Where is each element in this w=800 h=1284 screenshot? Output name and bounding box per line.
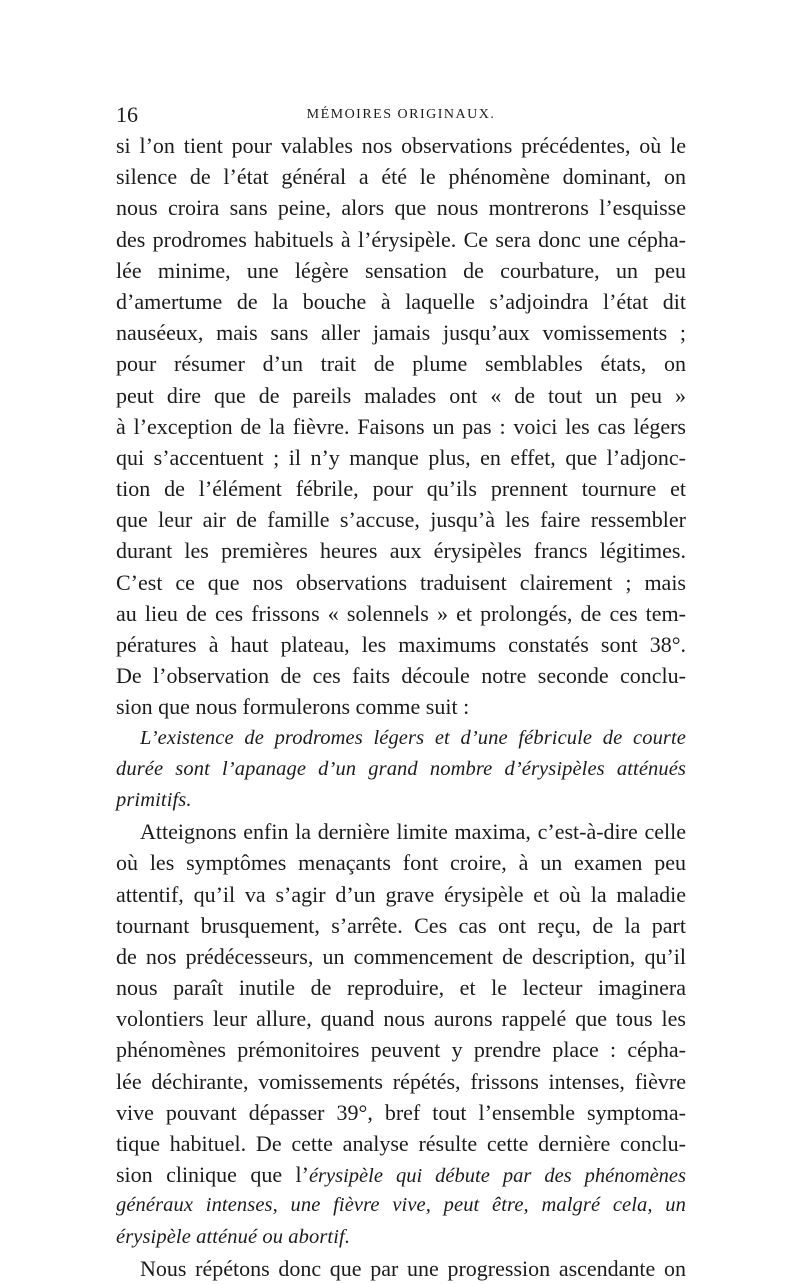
text-line: pour résumer d’un trait de plume semblables états, on — [116, 351, 686, 377]
text-line: nous paraît inutile de reproduire, et le lecteur imaginera — [116, 975, 686, 1001]
text-line: si l’on tient pour valables nos observations précédentes, où le — [116, 133, 686, 158]
italic-conclusion-line: généraux intenses, une fièvre vive, peut être, malgré cela, un — [116, 1194, 686, 1217]
text-line: volontiers leur allure, quand nous aurons rappelé que tous les — [116, 1006, 686, 1032]
italic-conclusion-line: durée sont l’apanage d’un grand nombre d’érysipèles atténués — [116, 757, 686, 780]
italic-conclusion-line: érysipèle atténué ou abortif. — [116, 1225, 351, 1248]
text-line: durant les premières heures aux érysipèles francs légitimes. — [116, 538, 686, 564]
text-line: d’amertume de la bouche à laquelle s’adjoindra l’état dit — [116, 288, 686, 314]
text-line: nauséeux, mais sans aller jamais jusqu’aux vomissements ; — [116, 320, 686, 346]
text-line: tion de l’élément fébrile, pour qu’ils prennent tournure et — [116, 476, 686, 502]
text-line: qui s’accentuent ; il n’y manque plus, en effet, que l’adjonc- — [116, 444, 686, 470]
text-line: lée minime, une légère sensation de courbature, un peu — [116, 257, 686, 283]
text-line: lée déchirante, vomissements répétés, frissons intenses, fièvre — [116, 1068, 686, 1094]
roman-segment: sion clinique que l’ — [116, 1162, 309, 1188]
running-head: MÉMOIRES ORIGINAUX. — [306, 107, 496, 122]
text-line: que leur air de famille s’accuse, jusqu’à les faire ressembler — [116, 507, 686, 533]
page-header — [116, 100, 686, 130]
text-line: Atteignons enfin la dernière limite maxima, c’est-à-dire celle — [140, 819, 686, 845]
text-line: attentif, qu’il va s’agir d’un grave érysipèle et où la maladie — [116, 881, 686, 907]
text-line: Nous répétons donc que par une progression ascendante on — [140, 1255, 686, 1281]
italic-conclusion-line: L’existence de prodromes légers et d’une fébricule de courte — [140, 726, 686, 749]
text-line: C’est ce que nos observations traduisent clairement ; mais — [116, 569, 686, 595]
italic-conclusion-line: primitifs. — [116, 788, 192, 811]
text-line: pératures à haut plateau, les maximums constatés sont 38°. — [116, 632, 686, 657]
text-line: de nos prédécesseurs, un commencement de description, qu’il — [116, 943, 686, 969]
text-line: phénomènes prémonitoires peuvent y prendre place : cépha- — [116, 1037, 686, 1063]
text-line: à l’exception de la fièvre. Faisons un pas : voici les cas légers — [116, 413, 686, 439]
text-line: tique habituel. De cette analyse résulte cette dernière conclu- — [116, 1131, 686, 1156]
text-line-mixed — [116, 1159, 686, 1190]
text-line: silence de l’état général a été le phénomène dominant, on — [116, 164, 686, 190]
body-text — [116, 130, 686, 1284]
text-line: peut dire que de pareils malades ont « de tout un peu » — [116, 382, 686, 408]
text-line: où les symptômes menaçants font croire, à un examen peu — [116, 850, 686, 876]
text-line: De l’observation de ces faits découle notre seconde conclu- — [116, 663, 686, 689]
text-line: nous croira sans peine, alors que nous montrerons l’esquisse — [116, 195, 686, 221]
text-line: sion que nous formulerons comme suit : — [116, 694, 470, 720]
text-line: au lieu de ces frissons « solennels » et prolongés, de ces tem- — [116, 600, 686, 626]
italic-segment: érysipèle qui débute par des phénomènes — [308, 1165, 686, 1188]
text-line: tournant brusquement, s’arrête. Ces cas ont reçu, de la part — [116, 912, 686, 938]
page-number: 16 — [116, 102, 138, 127]
text-line: vive pouvant dépasser 39°, bref tout l’ensemble symptoma- — [116, 1099, 686, 1125]
text-line: des prodromes habituels à l’érysipèle. Ce sera donc une cépha- — [116, 226, 686, 252]
